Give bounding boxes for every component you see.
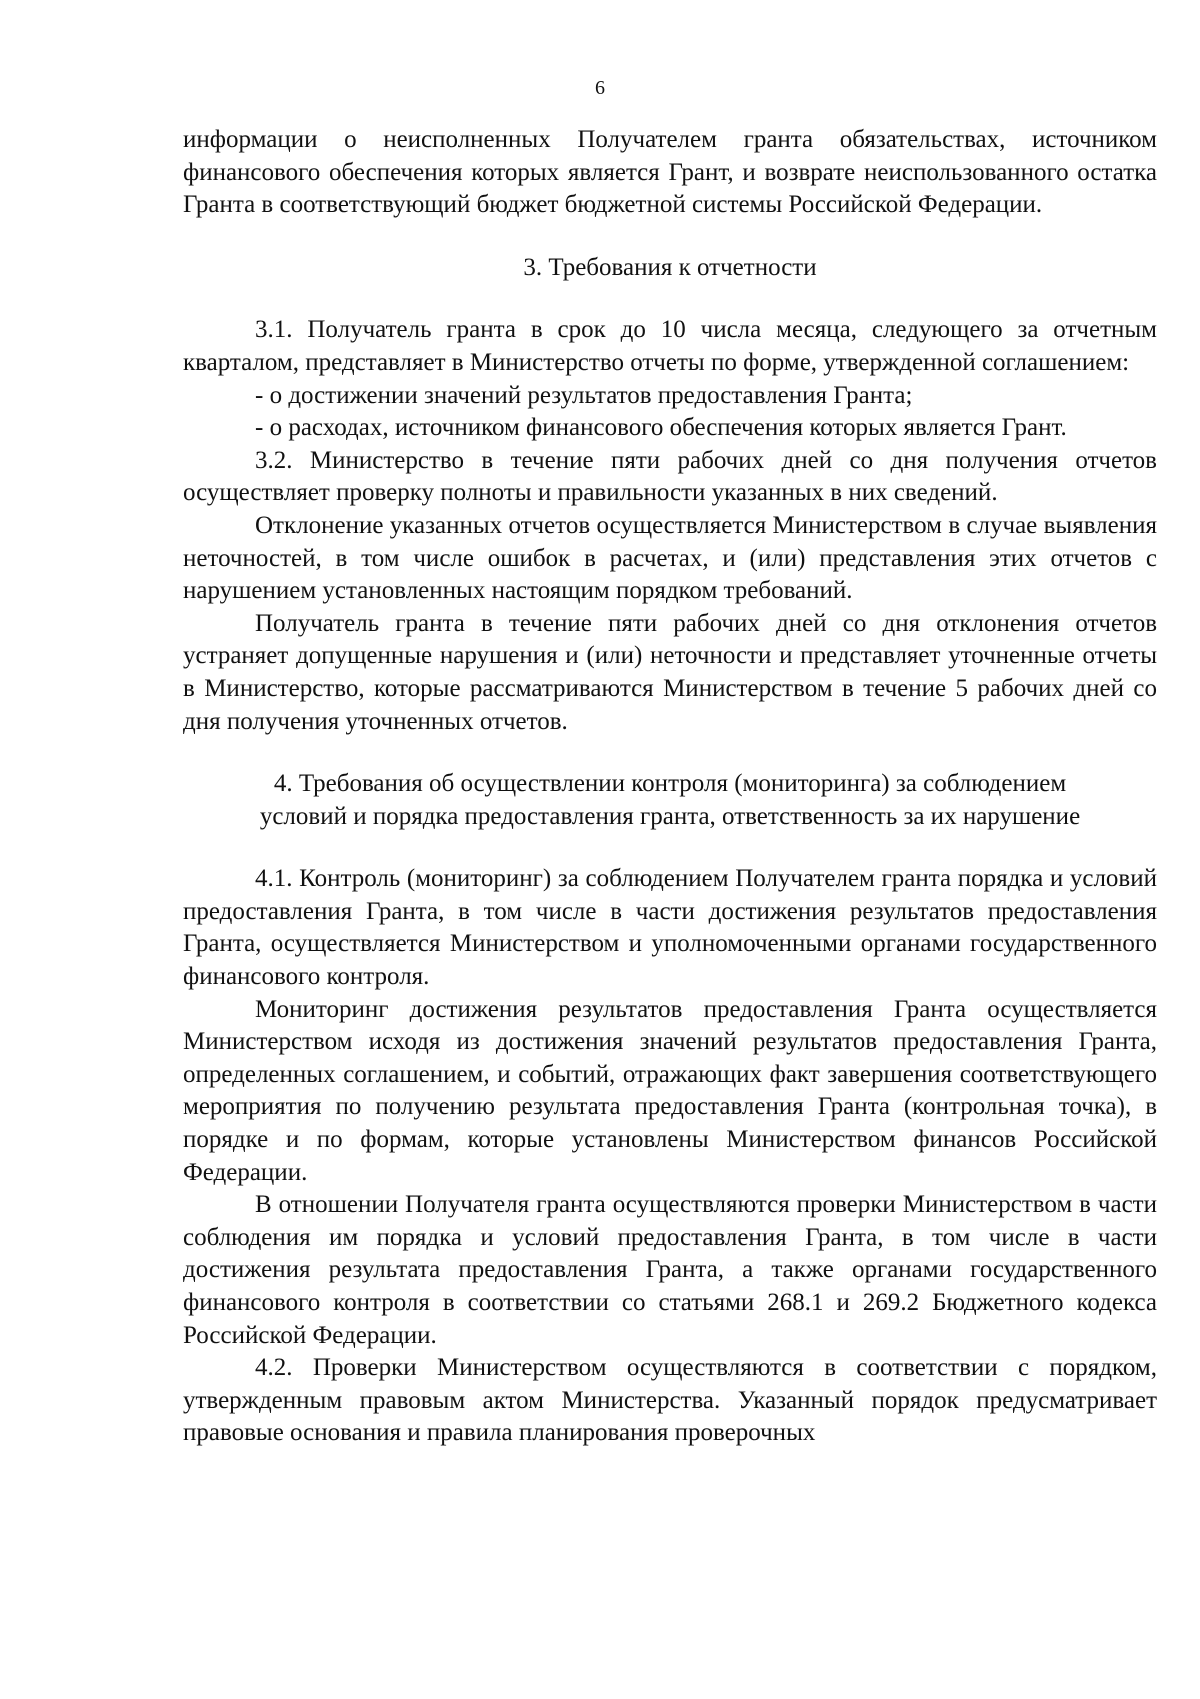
document-body [183, 124, 1157, 1450]
paragraph-3-2: 3.2. Министерство в течение пяти рабочих дней со дня получения отчетов осуществляет проверку полноты и правильности указанных в них сведений. [183, 446, 1157, 507]
paragraph-3-2-rejection: Отклонение указанных отчетов осуществляется Министерством в случае выявления неточностей, в том числе ошибок в расчетах, и (или) представления этих отчетов с нарушением установленных настоящим порядком требований. [183, 511, 1157, 605]
page-number: 6 [595, 77, 605, 99]
section-heading-4-line2: условий и порядка предоставления гранта, ответственность за их нарушение [259, 802, 1081, 830]
paragraph-4-1-inspections: В отношении Получателя гранта осуществляются проверки Министерством в части соблюдения им порядка и условий предоставления Гранта, в том числе в части достижения результата предоставления Гранта, а также органами государственного финансового контроля в соответствии со статьями 268.1 и 269.2 Бюджетного кодекса Российской Федерации. [183, 1191, 1157, 1349]
spacer [183, 284, 1157, 314]
paragraph-4-1: 4.1. Контроль (мониторинг) за соблюдением Получателем гранта порядка и условий предоставления Гранта, в том числе в части достижения результатов предоставления Гранта, осуществляется Министерством и уполномоченными органами государственного финансового контроля. [183, 865, 1157, 991]
paragraph-3-1: 3.1. Получатель гранта в срок до 10 числа месяца, следующего за отчетным кварталом, представляет в Министерство отчеты по форме, утвержденной соглашением: [183, 316, 1157, 376]
list-item-expenses: - о расходах, источником финансового обеспечения которых является Грант. [255, 414, 1067, 442]
section-heading-3: 3. Требования к отчетности [523, 253, 817, 281]
section-heading-4-line1: 4. Требования об осуществлении контроля (мониторинга) за соблюдением [273, 770, 1067, 798]
paragraph-continuation: информации о неисполненных Получателем гранта обязательствах, источником финансового обеспечения которых является Грант, и возврате неиспользованного остатка Гранта в соответствующий бюджет бюджетной системы Российской Федерации. [183, 126, 1157, 219]
paragraph-3-2-correction: Получатель гранта в течение пяти рабочих дней со дня отклонения отчетов устраняет допущенные нарушения и (или) неточности и представляет уточненные отчеты в Министерство, которые рассматриваются Министерством в течение 5 рабочих дней со дня получения уточненных отчетов. [183, 609, 1157, 735]
spacer [183, 738, 1157, 768]
spacer [183, 222, 1157, 252]
paragraph-4-1-monitoring: Мониторинг достижения результатов предоставления Гранта осуществляется Министерством исходя из достижения значений результатов предоставления Гранта, определенных соглашением, и событий, отражающих факт завершения соответствующего мероприятия по получению результата предоставления Гранта (контрольная точка), в порядке и по формам, которые установлены Министерством финансов Российской Федерации. [183, 995, 1157, 1186]
list-item-achievement: - о достижении значений результатов предоставления Гранта; [255, 381, 913, 409]
paragraph-4-2: 4.2. Проверки Министерством осуществляются в соответствии с порядком, утвержденным правовым актом Министерства. Указанный порядок предусматривает правовые основания и правила планирования проверочных [183, 1354, 1157, 1447]
spacer [183, 833, 1157, 863]
